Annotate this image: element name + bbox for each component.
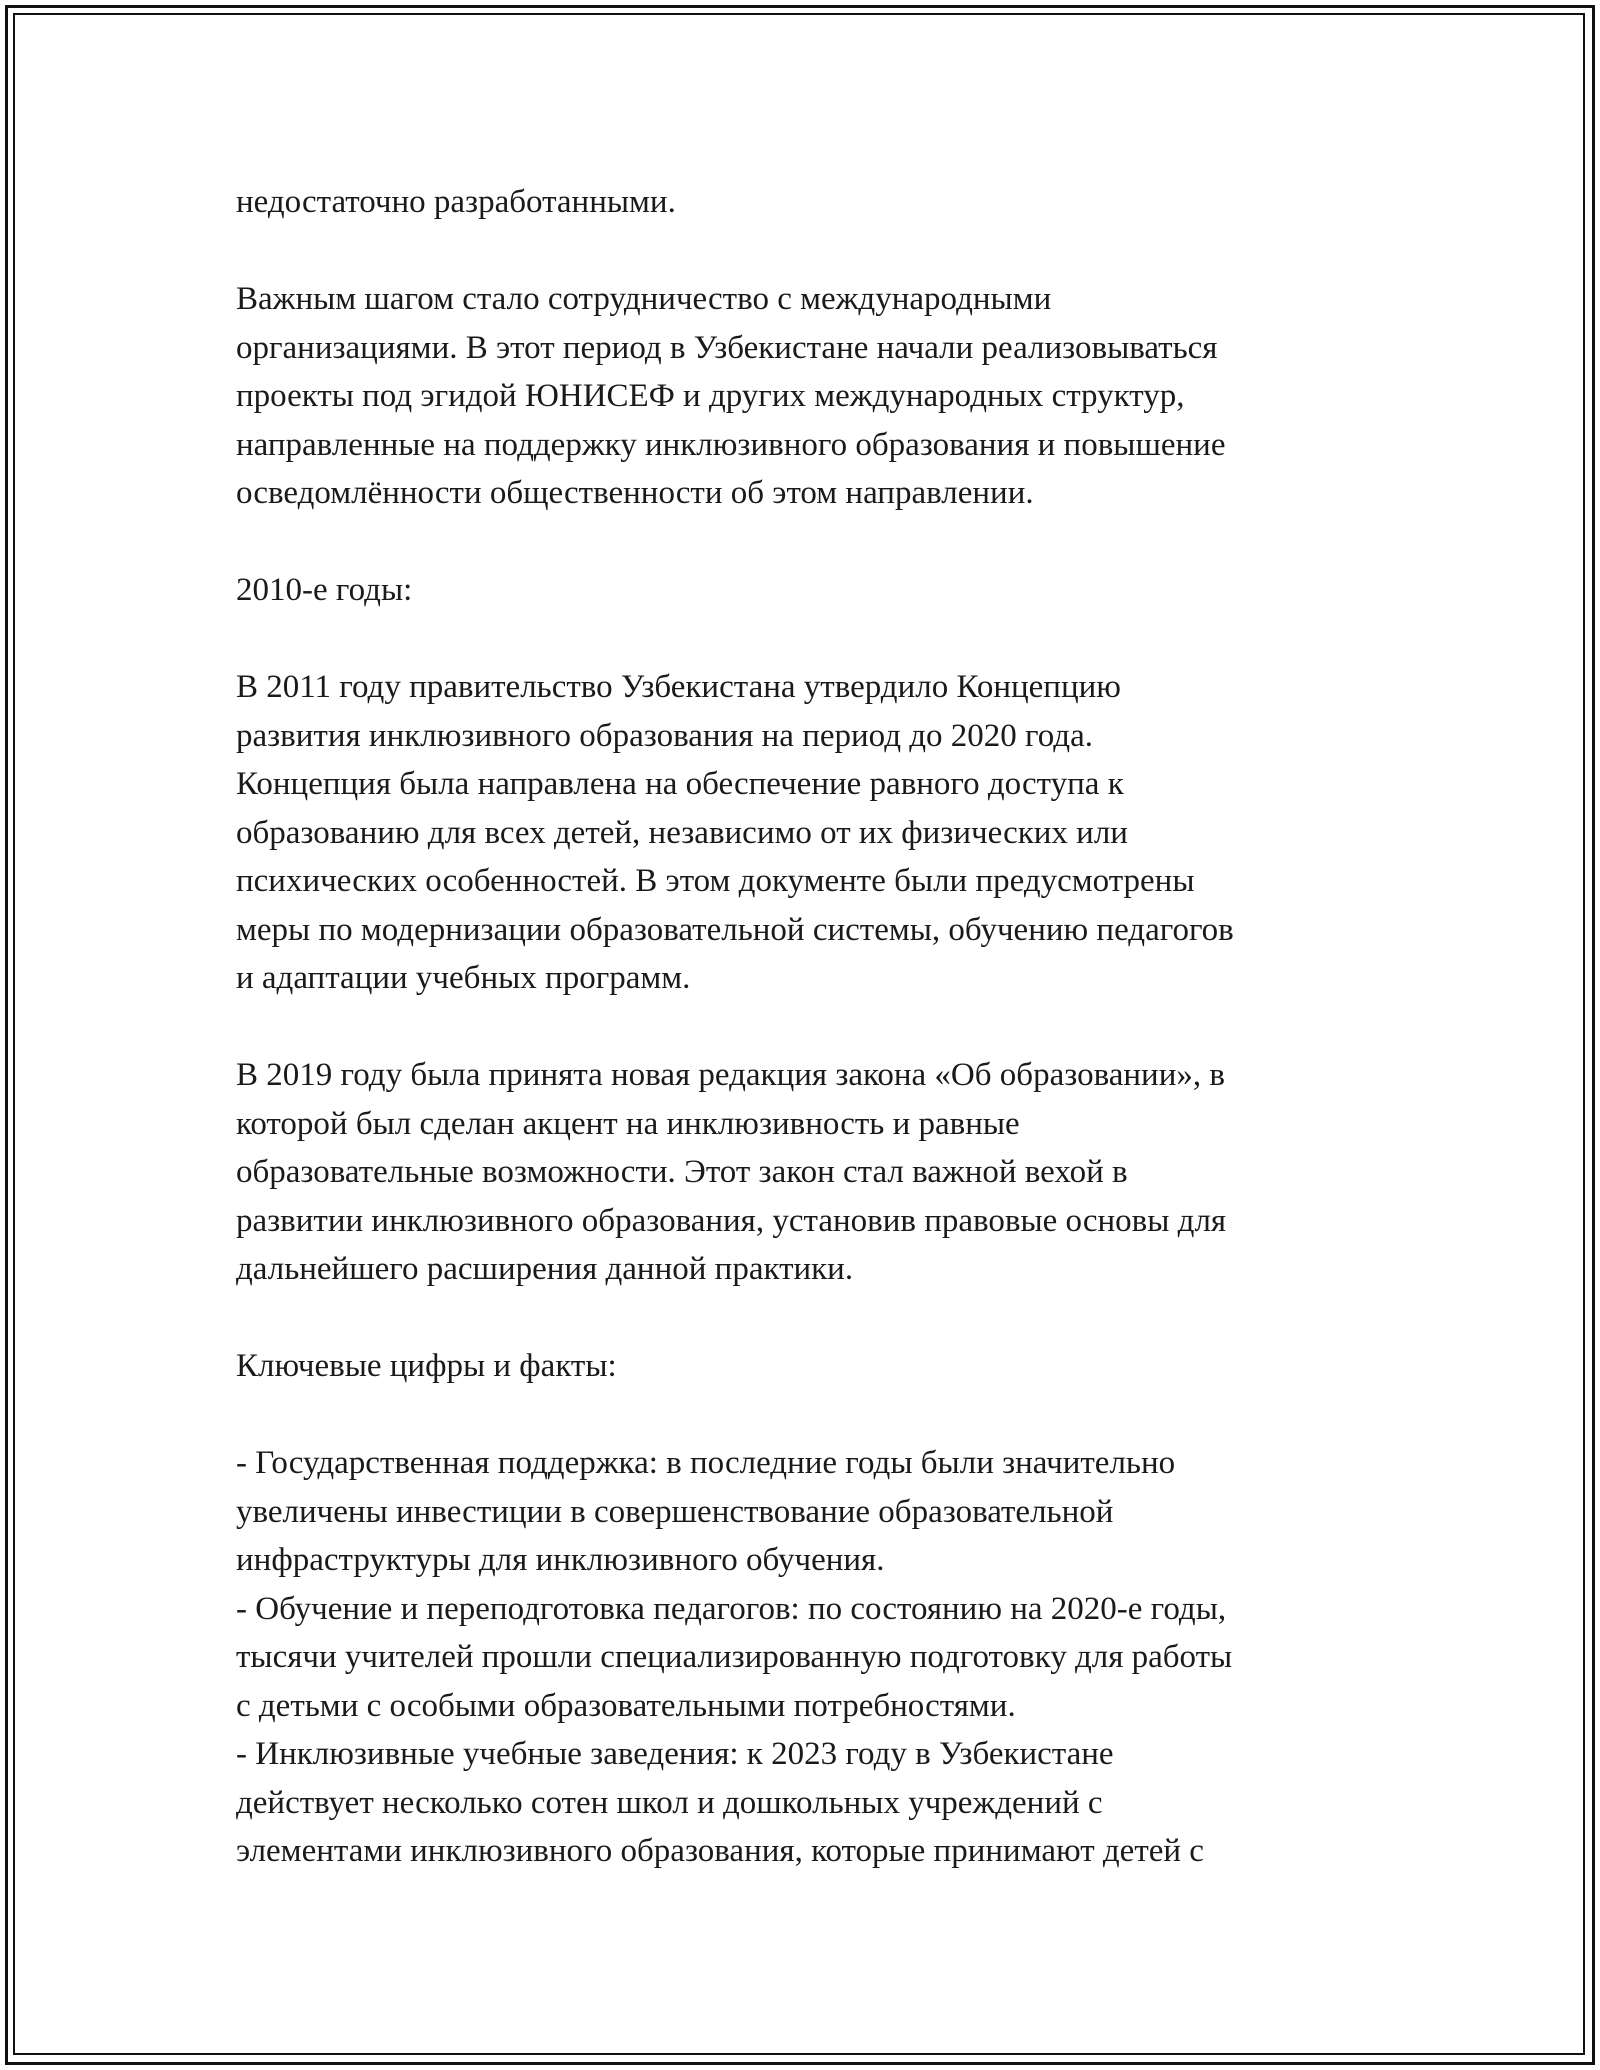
text-line: которой был сделан акцент на инклюзивность и равные [236, 1105, 1020, 1142]
text-line: осведомлённости общественности об этом направлении. [236, 475, 1034, 511]
text-line: дальнейшего расширения данной практики. [236, 1251, 854, 1287]
list-item-line: инфраструктуры для инклюзивного обучения. [236, 1542, 885, 1578]
text-line: Важным шагом стало сотрудничество с международными [236, 281, 1052, 317]
text-line: развитии инклюзивного образования, установив правовые основы для [236, 1202, 1227, 1239]
text-line: В 2019 году была принята новая редакция закона «Об образовании», в [236, 1057, 1225, 1093]
text-line: организациями. В этот период в Узбекистане начали реализовываться [236, 329, 1218, 366]
list-item-line: увеличены инвестиции в совершенствование образовательной [236, 1493, 1114, 1530]
list-item-line: - Государственная поддержка: в последние годы были значительно [236, 1445, 1176, 1481]
key-facts-list [236, 1439, 1366, 1876]
text-line: проекты под эгидой ЮНИСЕФ и других международных структур, [236, 378, 1185, 414]
text-line: и адаптации учебных программ. [236, 960, 691, 996]
section-heading-2010s [236, 566, 1366, 615]
heading-text: Ключевые цифры и факты: [236, 1348, 617, 1384]
text-line: направленные на поддержку инклюзивного образования и повышение [236, 426, 1226, 463]
list-item-line: - Обучение и переподготовка педагогов: по состоянию на 2020-е годы, [236, 1590, 1227, 1627]
text-line: психических особенностей. В этом документе были предусмотрены [236, 863, 1195, 899]
paragraph-international-cooperation [236, 275, 1366, 518]
section-heading-key-facts [236, 1342, 1366, 1391]
paragraph-continuation [236, 178, 1366, 227]
list-item-line: - Инклюзивные учебные заведения: к 2023 году в Узбекистане [236, 1736, 1114, 1772]
paragraph-law-2019 [236, 1051, 1366, 1294]
text-line: Концепция была направлена на обеспечение равного доступа к [236, 766, 1124, 802]
list-item-line: элементами инклюзивного образования, которые принимают детей с [236, 1833, 1204, 1869]
list-item-line: с детьми с особыми образовательными потребностями. [236, 1687, 1016, 1724]
text-line: В 2011 году правительство Узбекистана утвердило Концепцию [236, 669, 1121, 705]
text-line: развития инклюзивного образования на период до 2020 года. [236, 717, 1093, 754]
document-body [236, 178, 1366, 1876]
text-line: образованию для всех детей, независимо от их физических или [236, 814, 1128, 851]
text-line: меры по модернизации образовательной системы, обучению педагогов [236, 911, 1234, 948]
list-item-line: действует несколько сотен школ и дошкольных учреждений с [236, 1784, 1103, 1821]
text-line: недостаточно разработанными. [236, 184, 676, 220]
list-item-line: тысячи учителей прошли специализированную подготовку для работы [236, 1639, 1233, 1675]
text-line: образовательные возможности. Этот закон стал важной вехой в [236, 1154, 1128, 1190]
heading-text: 2010-е годы: [236, 572, 413, 608]
paragraph-concept-2011 [236, 663, 1366, 1003]
